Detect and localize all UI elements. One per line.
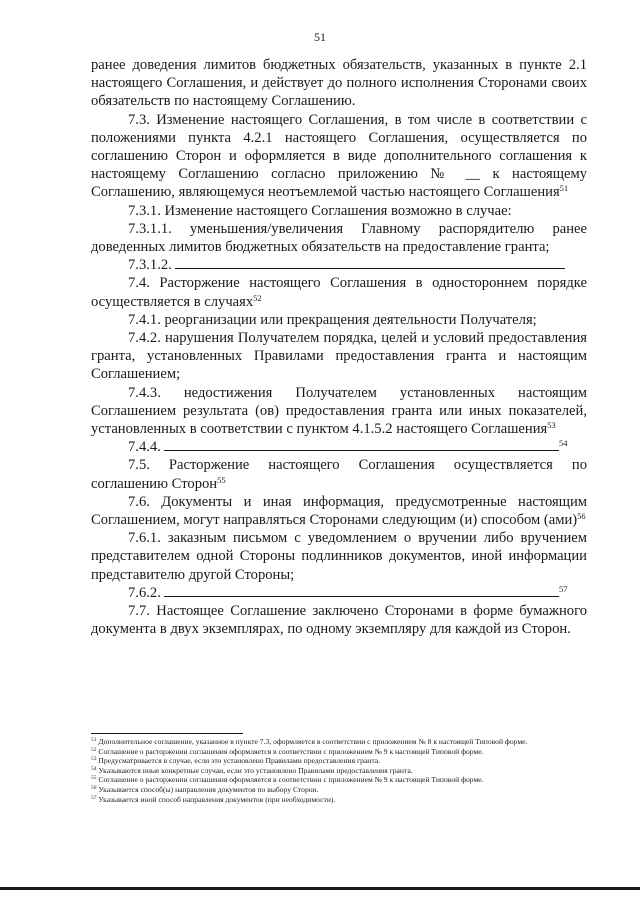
paragraph xyxy=(91,493,587,529)
scan-bottom-edge xyxy=(0,887,640,890)
paragraph xyxy=(91,384,587,439)
paragraph-text: 7.7. Настоящее Соглашение заключено Сторонами в форме бумажного документа в двух экземплярах, по одному экземпляру для каждой из Сторон. xyxy=(91,603,587,638)
footnote-ref: 57 xyxy=(559,583,568,594)
footnote-text: Соглашение о расторжении соглашения оформляется в соответствии с приложением № 9 к настоящей Типовой форме. xyxy=(98,775,484,785)
paragraph-text: 7.4.4. xyxy=(128,439,161,456)
blank-fill-line xyxy=(175,256,566,269)
footnote xyxy=(91,785,589,795)
paragraph-text: 7.3.1.2. xyxy=(128,257,172,274)
footnote xyxy=(91,775,589,785)
footnote-number: 55 xyxy=(91,775,97,782)
footnotes xyxy=(91,737,589,804)
paragraph xyxy=(91,438,587,456)
footnote-ref: 56 xyxy=(577,511,586,522)
paragraph xyxy=(91,329,587,384)
footnote-text: Дополнительное соглашение, указанное в пункте 7.3, оформляется в соответствии с приложением № 8 к настоящей Типовой форме. xyxy=(98,737,528,746)
paragraph-text: 7.4. Расторжение настоящего Соглашения в одностороннем порядке осуществляется в случаях xyxy=(91,275,587,310)
paragraph xyxy=(91,602,587,638)
footnote-ref: 54 xyxy=(559,438,568,449)
paragraph-text: 7.5. Расторжение настоящего Соглашения осуществляется по соглашению Сторон xyxy=(91,457,587,492)
paragraph xyxy=(91,311,587,329)
paragraph xyxy=(91,456,587,492)
paragraph-text: 7.6.2. xyxy=(128,584,161,601)
paragraph-text: 7.3.1.1. уменьшения/увеличения Главному распорядителю ранее доведенных лимитов бюджетных обязательств на предоставление гранта; xyxy=(91,220,587,256)
footnote-text: Указываются иные конкретные случаи, если это установлено Правилами предоставления гранта. xyxy=(98,765,413,775)
footnote xyxy=(91,737,589,747)
footnote xyxy=(91,747,589,757)
footnote-number: 56 xyxy=(91,784,97,791)
page-number: 51 xyxy=(314,30,326,44)
paragraph-text: 7.4.3. недостижения Получателем установленных настоящим Соглашением результата (ов) предоставления гранта или иных показателей, установленных в соответствии с пунктом 4.1.5.2 настоящего Соглашения xyxy=(91,384,587,438)
paragraph-text: 7.4.2. нарушения Получателем порядка, целей и условий предоставления гранта, установленных Правилами предоставления гранта и настоящим Соглашением; xyxy=(91,330,587,383)
paragraph xyxy=(91,274,587,310)
footnote-number: 52 xyxy=(91,746,97,753)
footnote-text: Указывается способ(ы) направления документов по выбору Сторон. xyxy=(98,784,319,794)
footnote-ref: 52 xyxy=(253,292,262,303)
footnote-number: 57 xyxy=(91,794,97,801)
footnote-text: Соглашение о расторжении соглашения оформляется в соответствии с приложением № 9 к настоящей Типовой форме. xyxy=(98,746,484,756)
paragraph xyxy=(91,256,587,274)
paragraph xyxy=(91,529,587,584)
footnote-number: 53 xyxy=(91,756,97,763)
footnote xyxy=(91,756,589,766)
footnote-separator xyxy=(91,733,243,734)
paragraph-text: 7.4.1. реорганизации или прекращения деятельности Получателя; xyxy=(128,311,537,328)
footnote xyxy=(91,795,589,805)
paragraph-text: 7.3. Изменение настоящего Соглашения, в том числе в соответствии с положениями пункта 4.2.1 настоящего Соглашения, осуществляется по соглашению Сторон и оформляется в виде дополнительного соглашения к настоящему Соглашению согласно приложению № __ к настоящему Соглашению, являющемуся неотъемлемой частью настоящего Соглашения xyxy=(91,111,587,201)
footnote-ref: 53 xyxy=(547,420,556,431)
footnote-ref: 55 xyxy=(217,474,226,485)
document-body xyxy=(91,56,587,639)
paragraph xyxy=(91,202,587,220)
paragraph xyxy=(91,584,587,602)
paragraph xyxy=(91,220,587,256)
paragraph-text: ранее доведения лимитов бюджетных обязательств, указанных в пункте 2.1 настоящего Соглашения, и действует до полного исполнения Сторонами своих обязательств по настоящему Соглашению. xyxy=(91,57,587,110)
footnote-text: Указывается иной способ направления документов (при необходимости). xyxy=(98,794,336,804)
paragraph-text: 7.6.1. заказным письмом с уведомлением о вручении либо вручением представителем одной Стороны подлинников документов, иной информации представителю другой Стороны; xyxy=(91,530,587,583)
blank-fill-line xyxy=(164,584,559,597)
blank-fill-line xyxy=(164,438,559,451)
paragraph-text: 7.3.1. Изменение настоящего Соглашения возможно в случае: xyxy=(128,202,512,219)
paragraph xyxy=(91,56,587,111)
paragraph-text: 7.6. Документы и иная информация, предусмотренные настоящим Соглашением, могут направляться Сторонами следующим (и) способом (ами) xyxy=(91,493,587,529)
footnote-number: 51 xyxy=(91,737,97,743)
footnote-ref: 51 xyxy=(559,183,569,194)
footnote-number: 54 xyxy=(91,765,97,772)
footnote-text: Предусматривается в случае, если это установлено Правилами предоставления гранта. xyxy=(98,756,381,766)
footnote xyxy=(91,766,589,776)
paragraph xyxy=(91,111,587,202)
